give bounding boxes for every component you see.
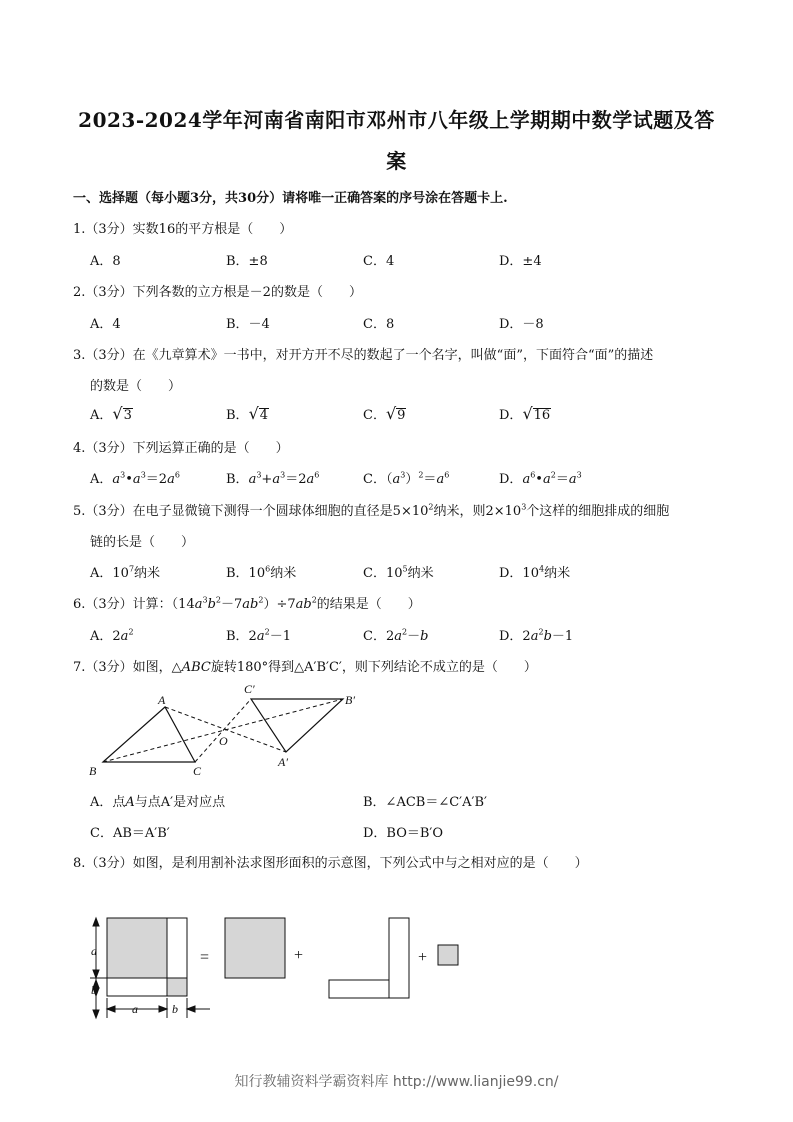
label-a-horizontal: a: [132, 1002, 138, 1016]
q1-option-c: C．4: [363, 254, 395, 269]
q4-option-a: A．$a^3•a^3=2a^6$: [90, 470, 180, 487]
q3-option-d: [499, 404, 551, 423]
exponent: 3: [521, 502, 527, 512]
option-text: 与点: [134, 795, 161, 810]
q5-option-b: [226, 562, 296, 581]
arrow-down-icon: [93, 1010, 99, 1018]
label-a: A: [158, 693, 166, 707]
option-text: C．10: [363, 566, 403, 581]
q7-option-d: D．BO＝B′O: [363, 826, 444, 841]
exponent: 6: [265, 564, 271, 574]
section-heading: 一、选择题（每小题3分，共30分）请将唯一正确答案的序号涂在答题卡上.: [73, 191, 508, 206]
equals-sign: =: [200, 949, 210, 966]
q3-option-b: [226, 404, 269, 423]
q5-text: 个这样的细胞排成的细胞: [526, 504, 670, 519]
q1-option-b: B．±8: [226, 254, 268, 269]
arrow-left-icon: [187, 1006, 195, 1012]
q4-option-b: B．$a^3+a^3=2a^6$: [226, 470, 320, 487]
q4-option-c: C．$(a^3)^2=a^6$: [363, 470, 450, 487]
plus-sign: +: [294, 947, 304, 964]
question-1: 1.（3分）实数16的平方根是（ ）: [73, 222, 293, 237]
q6-option-b: B．$2a^2-1$: [226, 627, 291, 644]
option-letter: D．: [499, 408, 523, 423]
label-c2: C′: [244, 682, 255, 696]
sqrt-icon: √: [248, 404, 259, 423]
label-b-vertical: b: [91, 983, 97, 997]
rect-right: [167, 918, 187, 978]
arrow-up-icon: [93, 918, 99, 926]
option-text: A′是对应点: [160, 795, 226, 810]
square-a: [107, 918, 167, 978]
label-b: B: [89, 764, 97, 778]
rotation-figure: [85, 680, 375, 780]
radicand: 3: [123, 408, 132, 423]
unit: 纳米: [544, 566, 571, 581]
question-5-continued: 链的长是（ ）: [90, 535, 195, 550]
radicand: 4: [259, 408, 269, 423]
dashed-c-c2: [195, 699, 251, 762]
option-text: A．10: [90, 566, 129, 581]
q5-text: 纳米，则2×10: [433, 504, 522, 519]
q6-text: 的结果是（ ）: [316, 597, 421, 612]
question-8: 8.（3分）如图，是利用割补法求图形面积的示意图，下列公式中与之相对应的是（ ）: [73, 856, 588, 871]
footer-watermark: 知行教辅资料学霸资料库 http://www.lianjie99.cn/: [234, 1074, 559, 1090]
document-title-line1: 2023-2024学年河南省南阳市邓州市八年级上学期期中数学试题及答: [78, 108, 715, 132]
label-o: O: [219, 734, 228, 748]
question-5: [73, 500, 669, 519]
q1-option-d: D．±4: [499, 254, 542, 269]
question-4: 4.（3分）下列运算正确的是（ ）: [73, 441, 289, 456]
triangle-abc: [103, 707, 195, 762]
rect-horizontal-strip: [329, 980, 389, 998]
option-letter: C．: [363, 408, 386, 423]
unit: 纳米: [407, 566, 434, 581]
q7-option-a: A．点A与点A′是对应点: [90, 795, 226, 810]
exponent: 4: [538, 564, 545, 574]
question-3-continued: 的数是（ ）: [90, 379, 182, 394]
question-2: 2.（3分）下列各数的立方根是－2的数是（ ）: [73, 285, 362, 300]
label-b-horizontal: b: [172, 1002, 178, 1016]
radicand: 9: [397, 408, 406, 423]
square-b-squared: [438, 945, 458, 965]
exponent: 7: [128, 564, 135, 574]
square-b: [167, 978, 187, 996]
square-a-squared: [225, 918, 285, 978]
q2-option-d: D．－8: [499, 317, 544, 332]
exponent: 5: [402, 564, 408, 574]
document-title-line2: 案: [386, 149, 407, 173]
exponent: 2: [428, 502, 434, 512]
sqrt-icon: √: [522, 404, 533, 423]
q2-option-c: C．8: [363, 317, 395, 332]
arrow-right-icon: [159, 1006, 167, 1012]
q7-option-c: C．AB＝A′B′: [90, 826, 170, 841]
q7-text: 旋转180°得到△A′B′C′，则下列结论不成立的是（ ）: [210, 660, 537, 675]
unit: 纳米: [270, 566, 297, 581]
q6-option-c: C．$2a^2-b$: [363, 627, 429, 644]
q1-option-a: A．8: [90, 254, 121, 269]
q6-text: 6.（3分）计算：（14: [73, 597, 195, 612]
unit: 纳米: [134, 566, 161, 581]
triangle-name: ABC: [181, 660, 211, 675]
question-3: 3.（3分）在《九章算术》一书中，对开方开不尽的数起了一个名字，叫做“面”，下面符合“面”的描述: [73, 348, 654, 363]
q6-option-a: A．$2a^2$: [90, 627, 134, 644]
option-letter: A．: [90, 408, 113, 423]
label-a-vertical: a: [91, 944, 97, 958]
sqrt-icon: √: [385, 404, 397, 423]
sqrt-icon: √: [112, 404, 123, 423]
q7-text: 7.（3分）如图，△: [73, 660, 182, 675]
option-text: D．10: [499, 566, 539, 581]
radicand: 16: [533, 408, 551, 423]
label-b2: B′: [345, 693, 355, 707]
label-a2: A′: [278, 755, 288, 769]
q3-option-a: [90, 404, 133, 423]
q6-option-d: D．$2a^2b-1$: [499, 627, 574, 644]
area-figure: [84, 910, 474, 1025]
q4-option-d: D．$a^6•a^2=a^3$: [499, 470, 582, 487]
q5-option-d: [499, 562, 570, 581]
label-c: C: [193, 764, 202, 778]
arrow-left-icon: [107, 1006, 115, 1012]
question-7: [73, 656, 537, 675]
option-text: B．10: [226, 566, 266, 581]
q5-text: 5.（3分）在电子显微镜下测得一个圆球体细胞的直径是5×10: [73, 504, 429, 519]
rect-bottom: [107, 978, 167, 996]
q5-option-c: [363, 562, 434, 581]
plus-sign: +: [418, 949, 428, 966]
q7-option-b: B．∠ACB＝∠C′A′B′: [363, 795, 487, 810]
arrow-down-icon: [93, 970, 99, 978]
q5-option-a: [90, 562, 160, 581]
question-6: 6.（3分）计算：$(14a^3b^2-7ab^2)\div 7ab^2$的结果是（ ）: [73, 595, 421, 612]
option-text: A．点: [90, 795, 126, 810]
rect-vertical-strip: [389, 918, 409, 998]
q2-option-a: A．4: [90, 317, 121, 332]
q3-option-c: [363, 404, 406, 423]
q2-option-b: B．－4: [226, 317, 270, 332]
option-letter: B．: [226, 408, 249, 423]
